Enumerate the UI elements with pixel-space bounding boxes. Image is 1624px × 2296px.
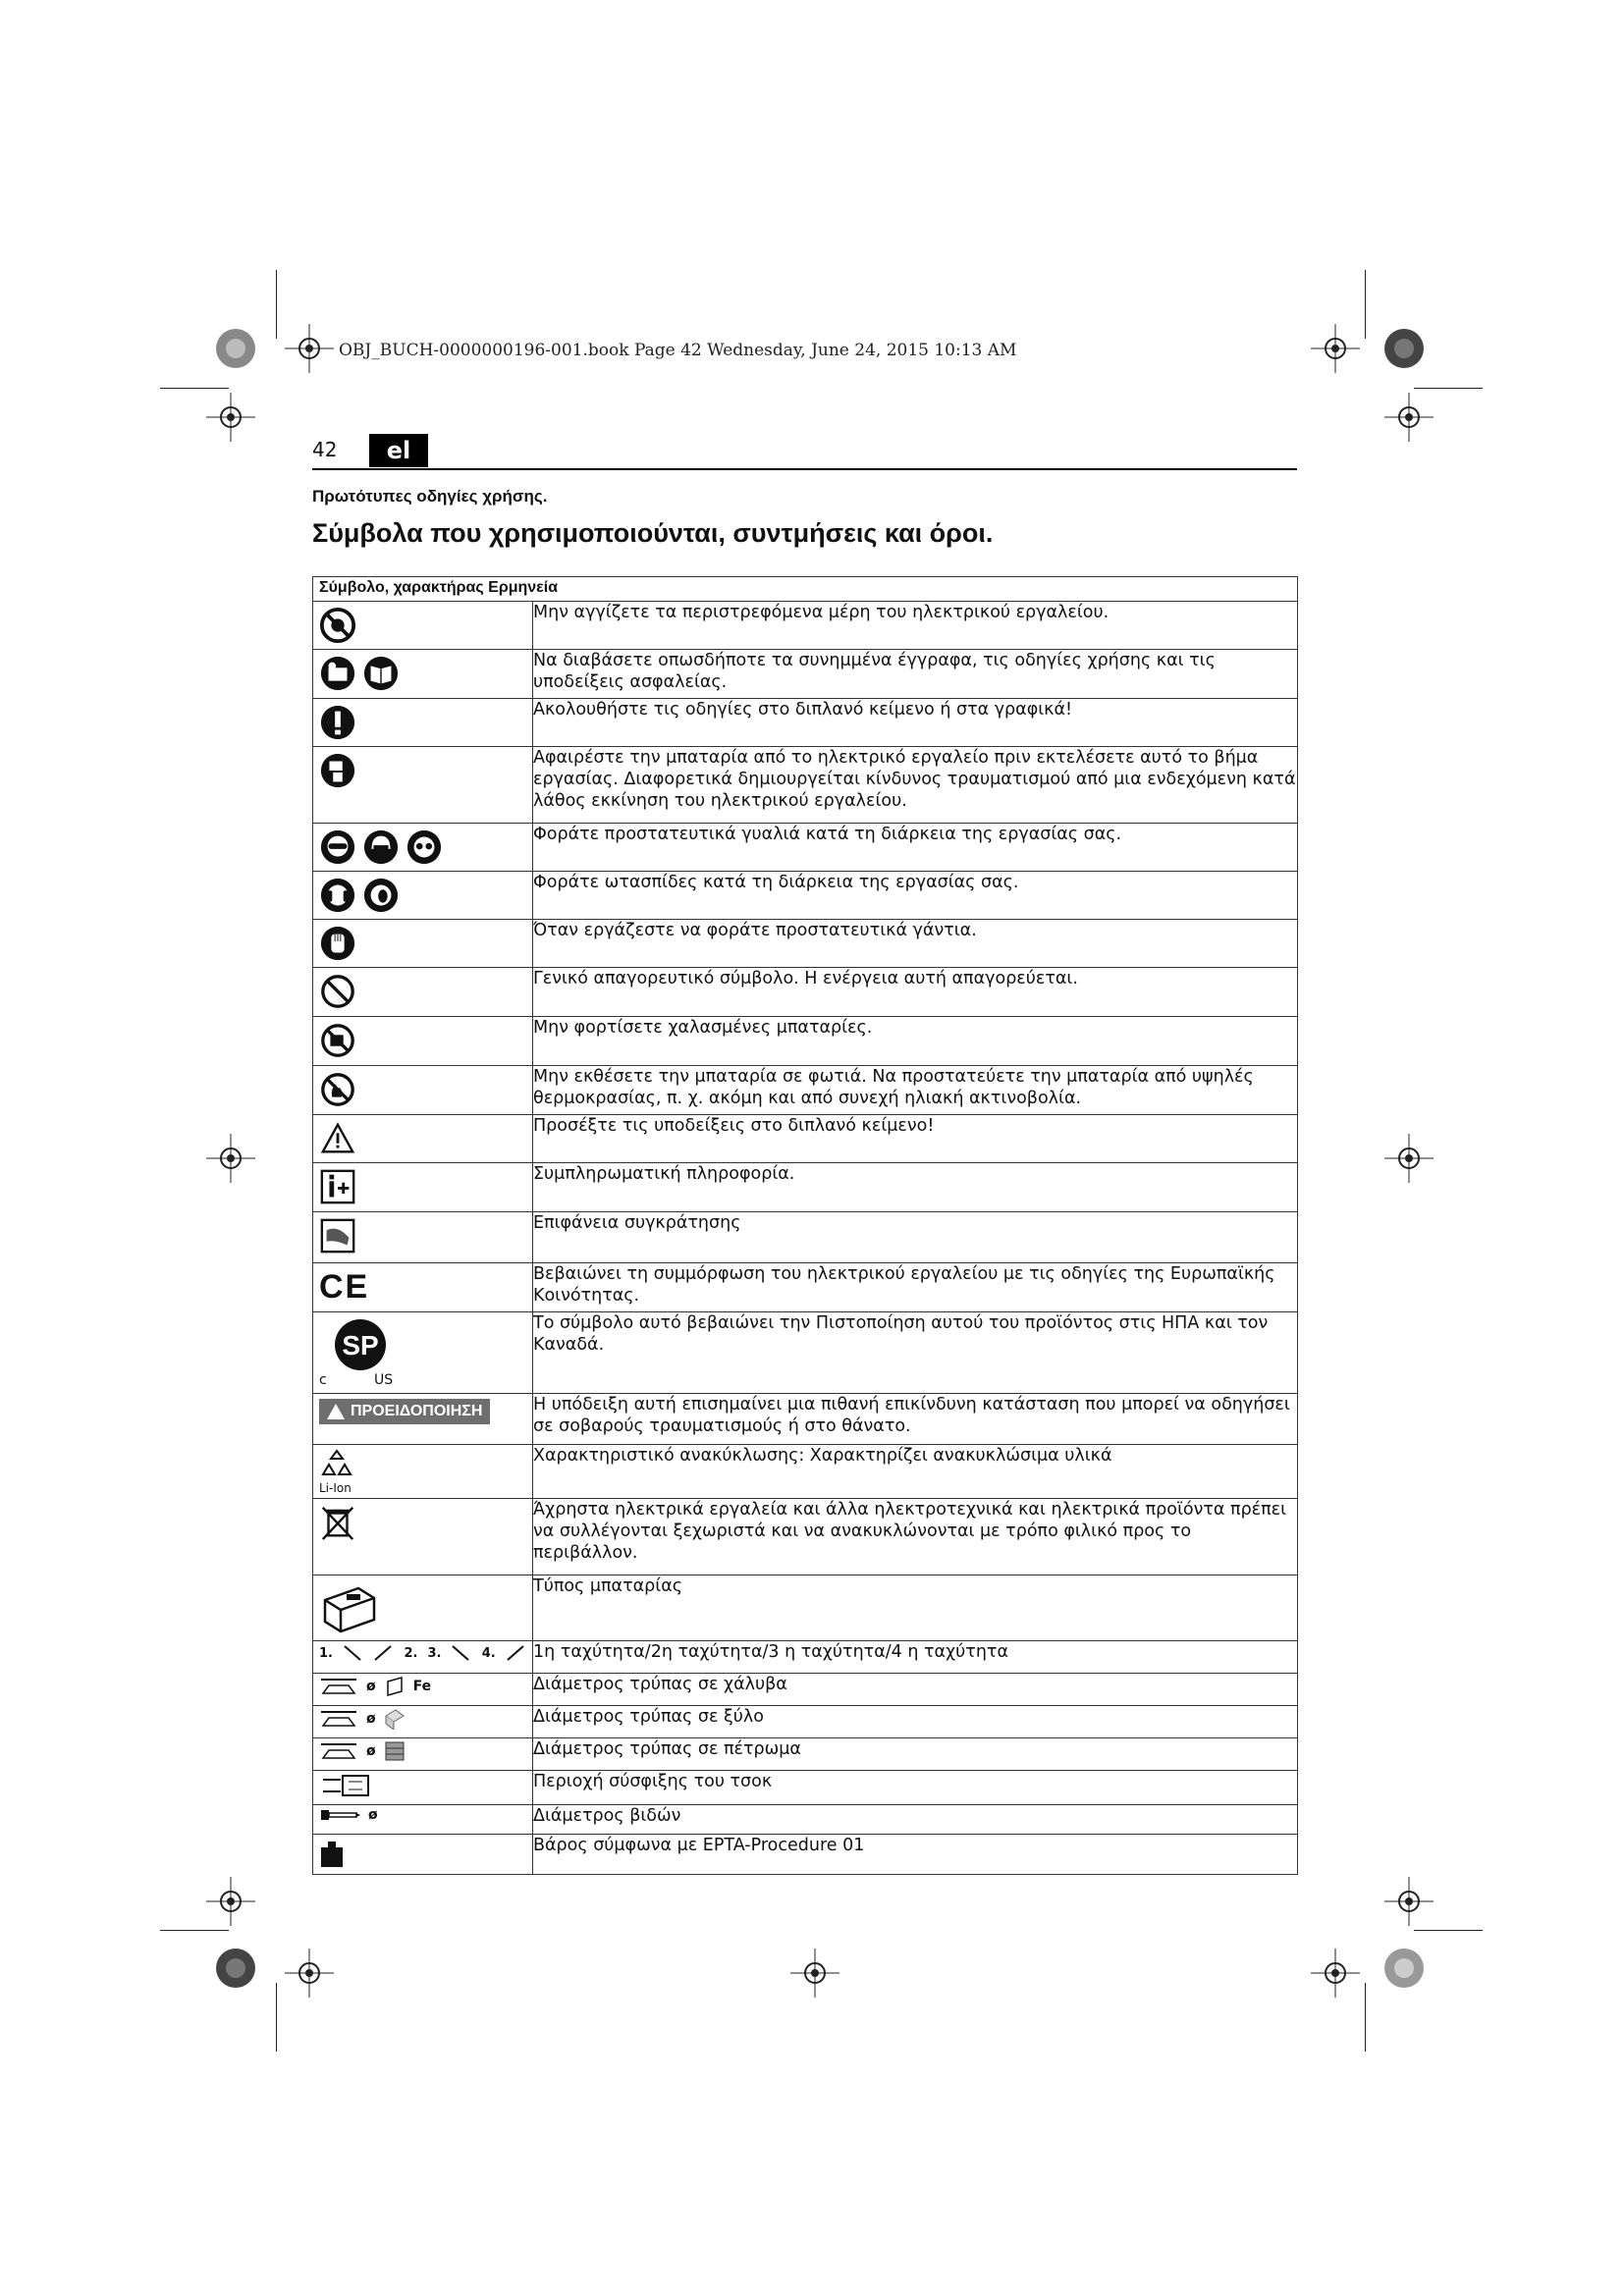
row-description: Βάρος σύμφωνα με EPTA-Procedure 01 [533,1835,1298,1875]
row-description: Διάμετρος τρύπας σε χάλυβα [533,1674,1298,1706]
gear-2-icon [373,1644,394,1662]
table-row [313,1017,1298,1066]
gear-label: 1. [319,1645,333,1661]
row-description: Η υπόδειξη αυτή επισημαίνει μια πιθανή επικίνδυνη κατάσταση που μπορεί να οδηγήσει σε σοβαρούς τραυματισμούς ή στο θάνατο. [533,1394,1298,1445]
battery-pack-icon [319,1580,378,1635]
crosshair-right-top [1384,393,1434,442]
drill-steel-icon [313,1674,532,1699]
crosshair-left-mid [206,1134,255,1183]
no-touch-rotating-icon [319,607,356,644]
crosshair-bottom-2 [790,1949,839,1998]
table-row [313,1641,1298,1674]
gear-4-icon [506,1644,526,1662]
table-row [313,1312,1298,1394]
gloves-icon [319,925,356,962]
no-fire-battery-icon [319,1071,356,1108]
recycling-li-ion-icon [313,1445,532,1498]
row-description: Διάμετρος τρύπας σε ξύλο [533,1706,1298,1738]
crosshair-left-bottom [206,1877,255,1926]
chuck-range-icon [313,1771,532,1804]
symbols-table [312,576,1298,1875]
table-row [313,747,1298,824]
table-row [313,1394,1298,1445]
row-description: Να διαβάσετε οπωσδήποτε τα συνημμένα έγγραφα, τις οδηγίες χρήσης και τις υποδείξεις ασφαλείας. [533,650,1298,699]
table-row [313,1445,1298,1499]
print-slug: OBJ_BUCH-0000000196-001.book Page 42 Wednesday, June 24, 2015 10:13 AM [339,341,1017,360]
language-tab: el [369,434,428,467]
crop-line [160,388,229,389]
goggles-icon [319,828,356,866]
row-description: Μην αγγίζετε τα περιστρεφόμενα μέρη του ηλεκτρικού εργαλείου. [533,602,1298,650]
diameter-symbol: ø [366,1679,376,1694]
crop-line [276,270,277,339]
li-ion-label: Li-Ion [319,1481,352,1495]
crosshair-top-2 [1311,324,1360,373]
table-row [313,699,1298,747]
crosshair-bottom-3 [1311,1949,1360,1998]
crop-line [1414,1930,1483,1931]
table-row [313,1575,1298,1641]
section-title: Σύμβολα που χρησιμοποιούνται, συντμήσεις και όροι. [312,518,994,548]
row-description: Όταν εργάζεστε να φοράτε προστατευτικά γάντια. [533,920,1298,968]
crop-line [1365,270,1366,339]
gear-1-icon [343,1644,363,1662]
registration-mark-bottom-left [211,1944,260,1997]
diameter-symbol: ø [366,1711,376,1727]
gear-3-icon [451,1644,471,1662]
crop-line [160,1930,229,1931]
row-description: Επιφάνεια συγκράτησης [533,1212,1298,1263]
document-subtitle: Πρωτότυπες οδηγίες χρήσης. [312,487,548,506]
warning-triangle-icon [319,1120,356,1157]
row-description: Διάμετρος βιδών [533,1805,1298,1835]
csa-c-label: c [319,1372,327,1388]
crop-line [1365,1983,1366,2052]
table-row [313,1212,1298,1263]
crosshair-top-1 [285,324,334,373]
read-manual-icon [319,655,356,692]
page-number: 42 [312,438,338,461]
table-row [313,872,1298,920]
table-row [313,1706,1298,1738]
registration-mark-top-right [1380,324,1429,377]
row-description: 1η ταχύτητα/2η ταχύτητα/3 η ταχύτητα/4 η ταχύτητα [533,1641,1298,1674]
row-description: Διάμετρος τρύπας σε πέτρωμα [533,1738,1298,1771]
diameter-symbol: ø [366,1743,376,1759]
row-description: Γενικό απαγορευτικό σύμβολο. Η ενέργεια αυτή απαγορεύεται. [533,968,1298,1017]
row-description: Μην φορτίσετε χαλασμένες μπαταρίες. [533,1017,1298,1066]
info-icon [319,1168,356,1205]
table-row [313,968,1298,1017]
warning-triangle-icon [327,1404,345,1419]
table-row [313,1771,1298,1805]
crossed-bin-icon [319,1504,356,1541]
gear-label: 4. [481,1645,496,1661]
exclamation-icon [319,704,356,741]
grip-surface-icon [319,1217,356,1255]
row-description: Άχρηστα ηλεκτρικά εργαλεία και άλλα ηλεκτροτεχνικά και ηλεκτρικά προϊόντα πρέπει να συλλέγονται ξεχωριστά και να ανακυκλώνονται με τρόπο φιλικό προς το περιβάλλον. [533,1499,1298,1575]
crop-line [276,1983,277,2052]
ce-mark-icon: CE [319,1268,370,1306]
row-description: Ακολουθήστε τις οδηγίες στο διπλανό κείμενο ή στα γραφικά! [533,699,1298,747]
table-row [313,1263,1298,1312]
fe-label: Fe [412,1679,432,1694]
table-header: Σύμβολο, χαρακτήρας Ερμηνεία [313,577,1298,602]
crosshair-right-bottom [1384,1877,1434,1926]
table-row [313,1738,1298,1771]
warning-banner-text: ΠΡΟΕΙΔΟΠΟΙΗΣΗ [351,1403,483,1419]
manual-book-icon [362,655,400,692]
registration-mark-top-left [211,324,260,377]
header-rule [312,468,1297,470]
warning-banner [319,1399,490,1424]
row-description: Φοράτε ωτασπίδες κατά τη διάρκεια της εργασίας σας. [533,872,1298,920]
row-description: Περιοχή σύσφιξης του τσοκ [533,1771,1298,1805]
row-description: Μην εκθέσετε την μπαταρία σε φωτιά. Να προστατεύετε την μπαταρία από υψηλές θερμοκρασίας, π. χ. ακόμη και από συνεχή ηλιακή ακτινοβολία. [533,1066,1298,1115]
table-row [313,824,1298,872]
gear-speeds-icon [313,1641,532,1665]
crop-line [1414,388,1483,389]
row-description: Το σύμβολο αυτό βεβαιώνει την Πιστοποίηση αυτού του προϊόντος στις ΗΠΑ και τον Καναδά. [533,1312,1298,1394]
table-row [313,1835,1298,1875]
ear-protection-icon [319,877,356,914]
csa-us-mark-icon [319,1315,407,1390]
face-shield-icon [362,828,400,866]
prohibition-icon [319,973,356,1010]
row-description: Συμπληρωματική πληροφορία. [533,1163,1298,1212]
registration-mark-bottom-right [1380,1944,1429,1997]
no-charge-damaged-battery-icon [319,1022,356,1059]
table-row [313,920,1298,968]
crosshair-left-top [206,393,255,442]
table-row [313,1674,1298,1706]
row-description: Αφαιρέστε την μπαταρία από το ηλεκτρικό εργαλείο πριν εκτελέσετε αυτό το βήμα εργασίας. Διαφορετικά δημιουργείται κίνδυνος τραυματισμού από μια ενδεχόμενη κατά λάθος εκκίνηση του ηλεκτρικού εργαλείου. [533,747,1298,824]
table-row [313,1499,1298,1575]
diameter-symbol: ø [368,1807,378,1823]
row-description: Προσέξτε τις υποδείξεις στο διπλανό κείμενο! [533,1115,1298,1163]
table-row [313,1163,1298,1212]
crosshair-right-mid [1384,1134,1434,1183]
drill-wood-icon [313,1706,532,1732]
table-header-row [313,577,1298,602]
table-row [313,1115,1298,1163]
svg-text:SP: SP [342,1330,379,1361]
table-row [313,1805,1298,1835]
table-row [313,650,1298,699]
ear-muffs-icon [362,877,400,914]
gear-label: 3. [427,1645,442,1661]
crosshair-bottom-1 [285,1949,334,1998]
row-description: Τύπος μπαταρίας [533,1575,1298,1641]
row-description: Φοράτε προστατευτικά γυαλιά κατά τη διάρκεια της εργασίας σας. [533,824,1298,872]
row-description: Βεβαιώνει τη συμμόρφωση του ηλεκτρικού εργαλείου με τις οδηγίες της Ευρωπαϊκής Κοινότητας. [533,1263,1298,1312]
weight-icon [319,1840,345,1869]
row-description: Χαρακτηριστικό ανακύκλωσης: Χαρακτηρίζει ανακυκλώσιμα υλικά [533,1445,1298,1499]
table-row [313,1066,1298,1115]
safety-glasses-icon [406,828,443,866]
remove-battery-icon [319,752,356,789]
screw-diameter-icon [313,1805,532,1825]
gear-label: 2. [404,1645,418,1661]
drill-masonry-icon [313,1738,532,1764]
csa-us-label: US [374,1372,394,1388]
table-row [313,602,1298,650]
